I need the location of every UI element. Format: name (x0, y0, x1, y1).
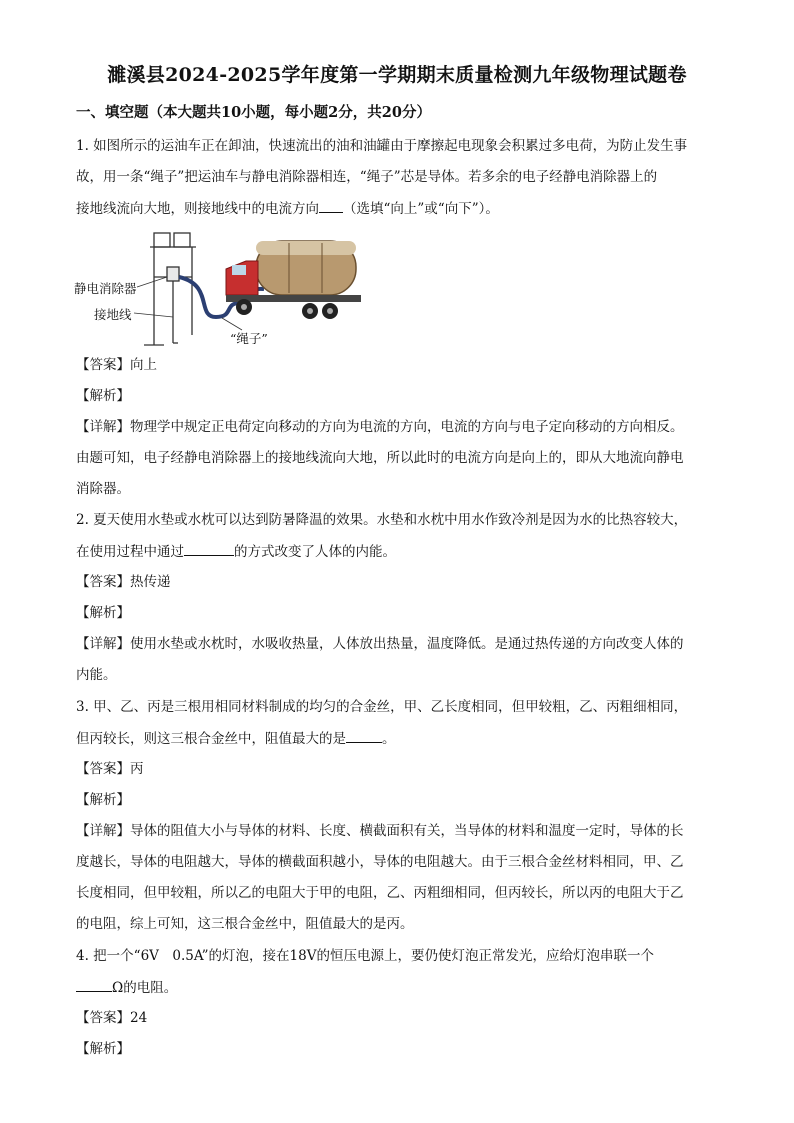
q1-answer (76, 356, 726, 374)
q4-answer-blank (76, 978, 112, 992)
q1-text-line-3b: （选填“向上”或“向下”）。 (343, 201, 499, 217)
tanker-truck-figure (74, 225, 364, 350)
q1-answer-value: 向上 (130, 357, 157, 373)
detail-tag: 【详解】 (76, 419, 130, 435)
figure-label-rope: “绳子” (230, 331, 268, 346)
q4-text-line-2 (76, 978, 726, 997)
q3-text-line-2 (76, 729, 726, 748)
q2-answer-blank (184, 542, 234, 556)
section-heading: 一、填空题（本大题共10小题，每小题2分，共20分） (76, 104, 431, 121)
q3-answer-blank (346, 729, 382, 743)
q4-analysis-tag: 【解析】 (76, 1041, 130, 1057)
q4-text-line-2b: Ω的电阻。 (112, 980, 178, 996)
q3-detail-line-2: 度越长，导体的电阻越大，导体的横截面积越小，导体的电阻越大。由于三根合金丝材料相同，甲、乙 (76, 854, 684, 870)
q3-answer (76, 760, 726, 778)
q3-text-line-2b: 。 (382, 731, 396, 747)
q3-detail-text-1: 导体的阻值大小与导体的材料、长度、横截面积有关，当导体的材料和温度一定时，导体的长 (130, 823, 684, 839)
q4-answer (76, 1009, 726, 1027)
q4-text-line-1: 4. 把一个“6V 0.5A”的灯泡，接在18V的恒压电源上，要仍使灯泡正常发光，应给灯泡串联一个 (76, 948, 654, 964)
page-title: 濉溪县2024-2025学年度第一学期期末质量检测九年级物理试题卷 (107, 64, 687, 86)
q4-answer-value: 24 (130, 1010, 148, 1026)
answer-tag: 【答案】 (76, 1010, 130, 1026)
q3-text-line-1: 3. 甲、乙、丙是三根用相同材料制成的均匀的合金丝，甲、乙长度相同，但甲较粗，乙、丙粗细相同， (76, 699, 688, 715)
q2-answer (76, 573, 726, 591)
q2-detail-line-2: 内能。 (76, 667, 117, 683)
answer-tag: 【答案】 (76, 357, 130, 373)
answer-tag: 【答案】 (76, 574, 130, 590)
q1-answer-blank (319, 199, 343, 213)
q3-detail-line-3: 长度相同，但甲较粗，所以乙的电阻大于甲的电阻，乙、丙粗细相同，但丙较长，所以丙的电阻大于乙 (76, 885, 684, 901)
q1-detail-line-2: 由题可知，电子经静电消除器上的接地线流向大地，所以此时的电流方向是向上的，即从大地流向静电 (76, 450, 684, 466)
q1-detail-text-1: 物理学中规定正电荷定向移动的方向为电流的方向，电流的方向与电子定向移动的方向相反。 (130, 419, 684, 435)
q3-text-line-2a: 但丙较长，则这三根合金丝中，阻值最大的是 (76, 731, 346, 747)
q1-text-line-1: 1. 如图所示的运油车正在卸油，快速流出的油和油罐由于摩擦起电现象会积累过多电荷，为防止发生事 (76, 138, 688, 154)
q1-analysis-tag: 【解析】 (76, 388, 130, 404)
detail-tag: 【详解】 (76, 823, 130, 839)
q2-detail-text-1: 使用水垫或水枕时，水吸收热量，人体放出热量，温度降低。是通过热传递的方向改变人体的 (130, 636, 684, 652)
q1-detail-line-3: 消除器。 (76, 481, 130, 497)
detail-tag: 【详解】 (76, 636, 130, 652)
q3-detail-line-4: 的电阻，综上可知，这三根合金丝中，阻值最大的是丙。 (76, 916, 414, 932)
q3-detail-line-1 (76, 822, 726, 840)
q3-analysis-tag: 【解析】 (76, 792, 130, 808)
q3-answer-value: 丙 (130, 761, 144, 777)
q2-text-line-2a: 在使用过程中通过 (76, 544, 184, 560)
q2-analysis-tag: 【解析】 (76, 605, 130, 621)
q1-detail-line-1 (76, 418, 726, 436)
q2-detail-line-1 (76, 635, 726, 653)
q1-text-line-3a: 接地线流向大地，则接地线中的电流方向 (76, 201, 319, 217)
q1-text-line-2: 故，用一条“绳子”把运油车与静电消除器相连，“绳子”芯是导体。若多余的电子经静电消除器上的 (76, 169, 658, 185)
answer-tag: 【答案】 (76, 761, 130, 777)
q2-answer-value: 热传递 (130, 574, 171, 590)
q2-text-line-2b: 的方式改变了人体的内能。 (234, 544, 396, 560)
figure-label-ground-wire: 接地线 (94, 307, 132, 322)
q2-text-line-1: 2. 夏天使用水垫或水枕可以达到防暑降温的效果。水垫和水枕中用水作致冷剂是因为水的比热容较大， (76, 512, 688, 528)
figure-label-eliminator: 静电消除器 (74, 281, 137, 296)
q2-text-line-2 (76, 542, 726, 561)
q1-text-line-3 (76, 199, 726, 218)
